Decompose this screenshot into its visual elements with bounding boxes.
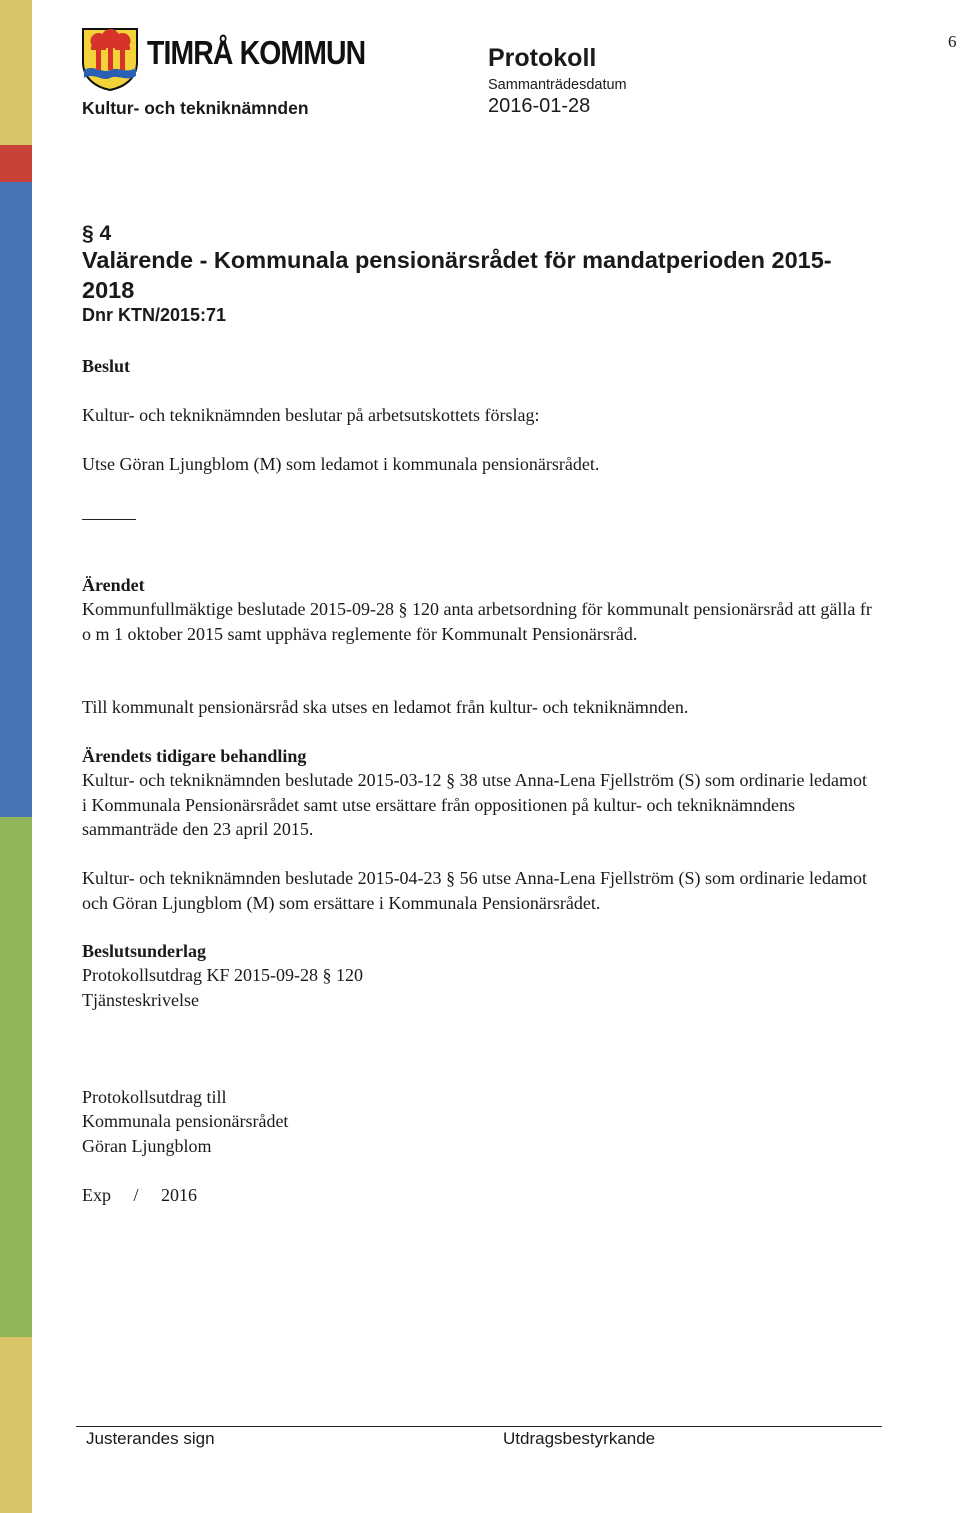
footer-certification-label: Utdragsbestyrkande bbox=[503, 1429, 656, 1448]
paragraph-sign: § bbox=[446, 770, 456, 790]
org-name: TIMRÅ KOMMUN bbox=[147, 34, 366, 71]
arendet-paragraph-2: Till kommunalt pensionärsråd ska utses en ledamot från kultur- och tekniknämnden. bbox=[82, 697, 689, 717]
underlag-heading: Beslutsunderlag bbox=[82, 941, 207, 961]
utdrag-heading: Protokollsutdrag till bbox=[82, 1087, 227, 1107]
beslut-heading: Beslut bbox=[82, 356, 131, 376]
section-title: Valärende - Kommunala pensionärsrådet för mandatperioden 2015-2018 bbox=[82, 247, 832, 303]
diary-number: Dnr KTN/2015:71 bbox=[82, 305, 227, 325]
utdrag-recipient-1: Kommunala pensionärsrådet bbox=[82, 1111, 289, 1131]
tidigare-paragraph-2: Kultur- och tekniknämnden beslutade 2015-04-23 § 56 utse Anna-Lena Fjellström (S) som ordinarie ledamot och Göran Ljungblom (M) som ersättare i Kommunala Pensionärsrådet. bbox=[82, 868, 867, 913]
section-divider bbox=[82, 519, 136, 520]
meeting-date: 2016-01-28 bbox=[488, 95, 591, 117]
section-number: § 4 bbox=[82, 222, 112, 245]
margin-stripe-blue bbox=[0, 182, 32, 817]
underlag-item-2: Tjänsteskrivelse bbox=[82, 990, 199, 1010]
arendet-heading: Ärendet bbox=[82, 575, 145, 595]
tidigare-heading: Ärendets tidigare behandling bbox=[82, 746, 307, 766]
margin-stripe-red bbox=[0, 145, 32, 182]
underlag-item-1: Protokollsutdrag KF 2015-09-28 § 120 bbox=[82, 965, 363, 985]
beslut-intro: Kultur- och tekniknämnden beslutar på arbetsutskottets förslag: bbox=[82, 405, 540, 425]
utdrag-recipient-2: Göran Ljungblom bbox=[82, 1136, 212, 1156]
footer-rule bbox=[76, 1426, 882, 1427]
tidigare-paragraph-1: Kultur- och tekniknämnden beslutade 2015-03-12 § 38 utse Anna-Lena Fjellström (S) som ordinarie ledamot i Kommunala Pensionärsrådet samt utse ersättare från oppositionen på kultur- och tekniknämndens sammanträde den 23 april 2015. bbox=[82, 770, 867, 839]
paragraph-sign: § bbox=[398, 599, 408, 619]
department-name: Kultur- och tekniknämnden bbox=[82, 98, 309, 118]
coat-of-arms-icon bbox=[80, 26, 140, 92]
beslut-decision: Utse Göran Ljungblom (M) som ledamot i kommunala pensionärsrådet. bbox=[82, 454, 600, 474]
page-number: 6 bbox=[948, 32, 957, 51]
paragraph-sign: § bbox=[446, 868, 456, 888]
margin-stripe-green bbox=[0, 817, 32, 1337]
paragraph-sign: § bbox=[82, 222, 94, 245]
expedition-line: Exp / 2016 bbox=[82, 1185, 197, 1205]
footer-signature-label: Justerandes sign bbox=[86, 1429, 215, 1448]
municipality-logo bbox=[80, 26, 366, 96]
arendet-paragraph-1: Kommunfullmäktige beslutade 2015-09-28 § 120 anta arbetsordning för kommunalt pensionärsråd att gälla fr o m 1 oktober 2015 samt upphäva reglemente för Kommunalt Pensionärsråd. bbox=[82, 599, 872, 644]
paragraph-sign: § bbox=[322, 965, 332, 985]
document-type: Protokoll bbox=[488, 44, 597, 72]
meeting-date-label: Sammanträdesdatum bbox=[488, 77, 627, 93]
